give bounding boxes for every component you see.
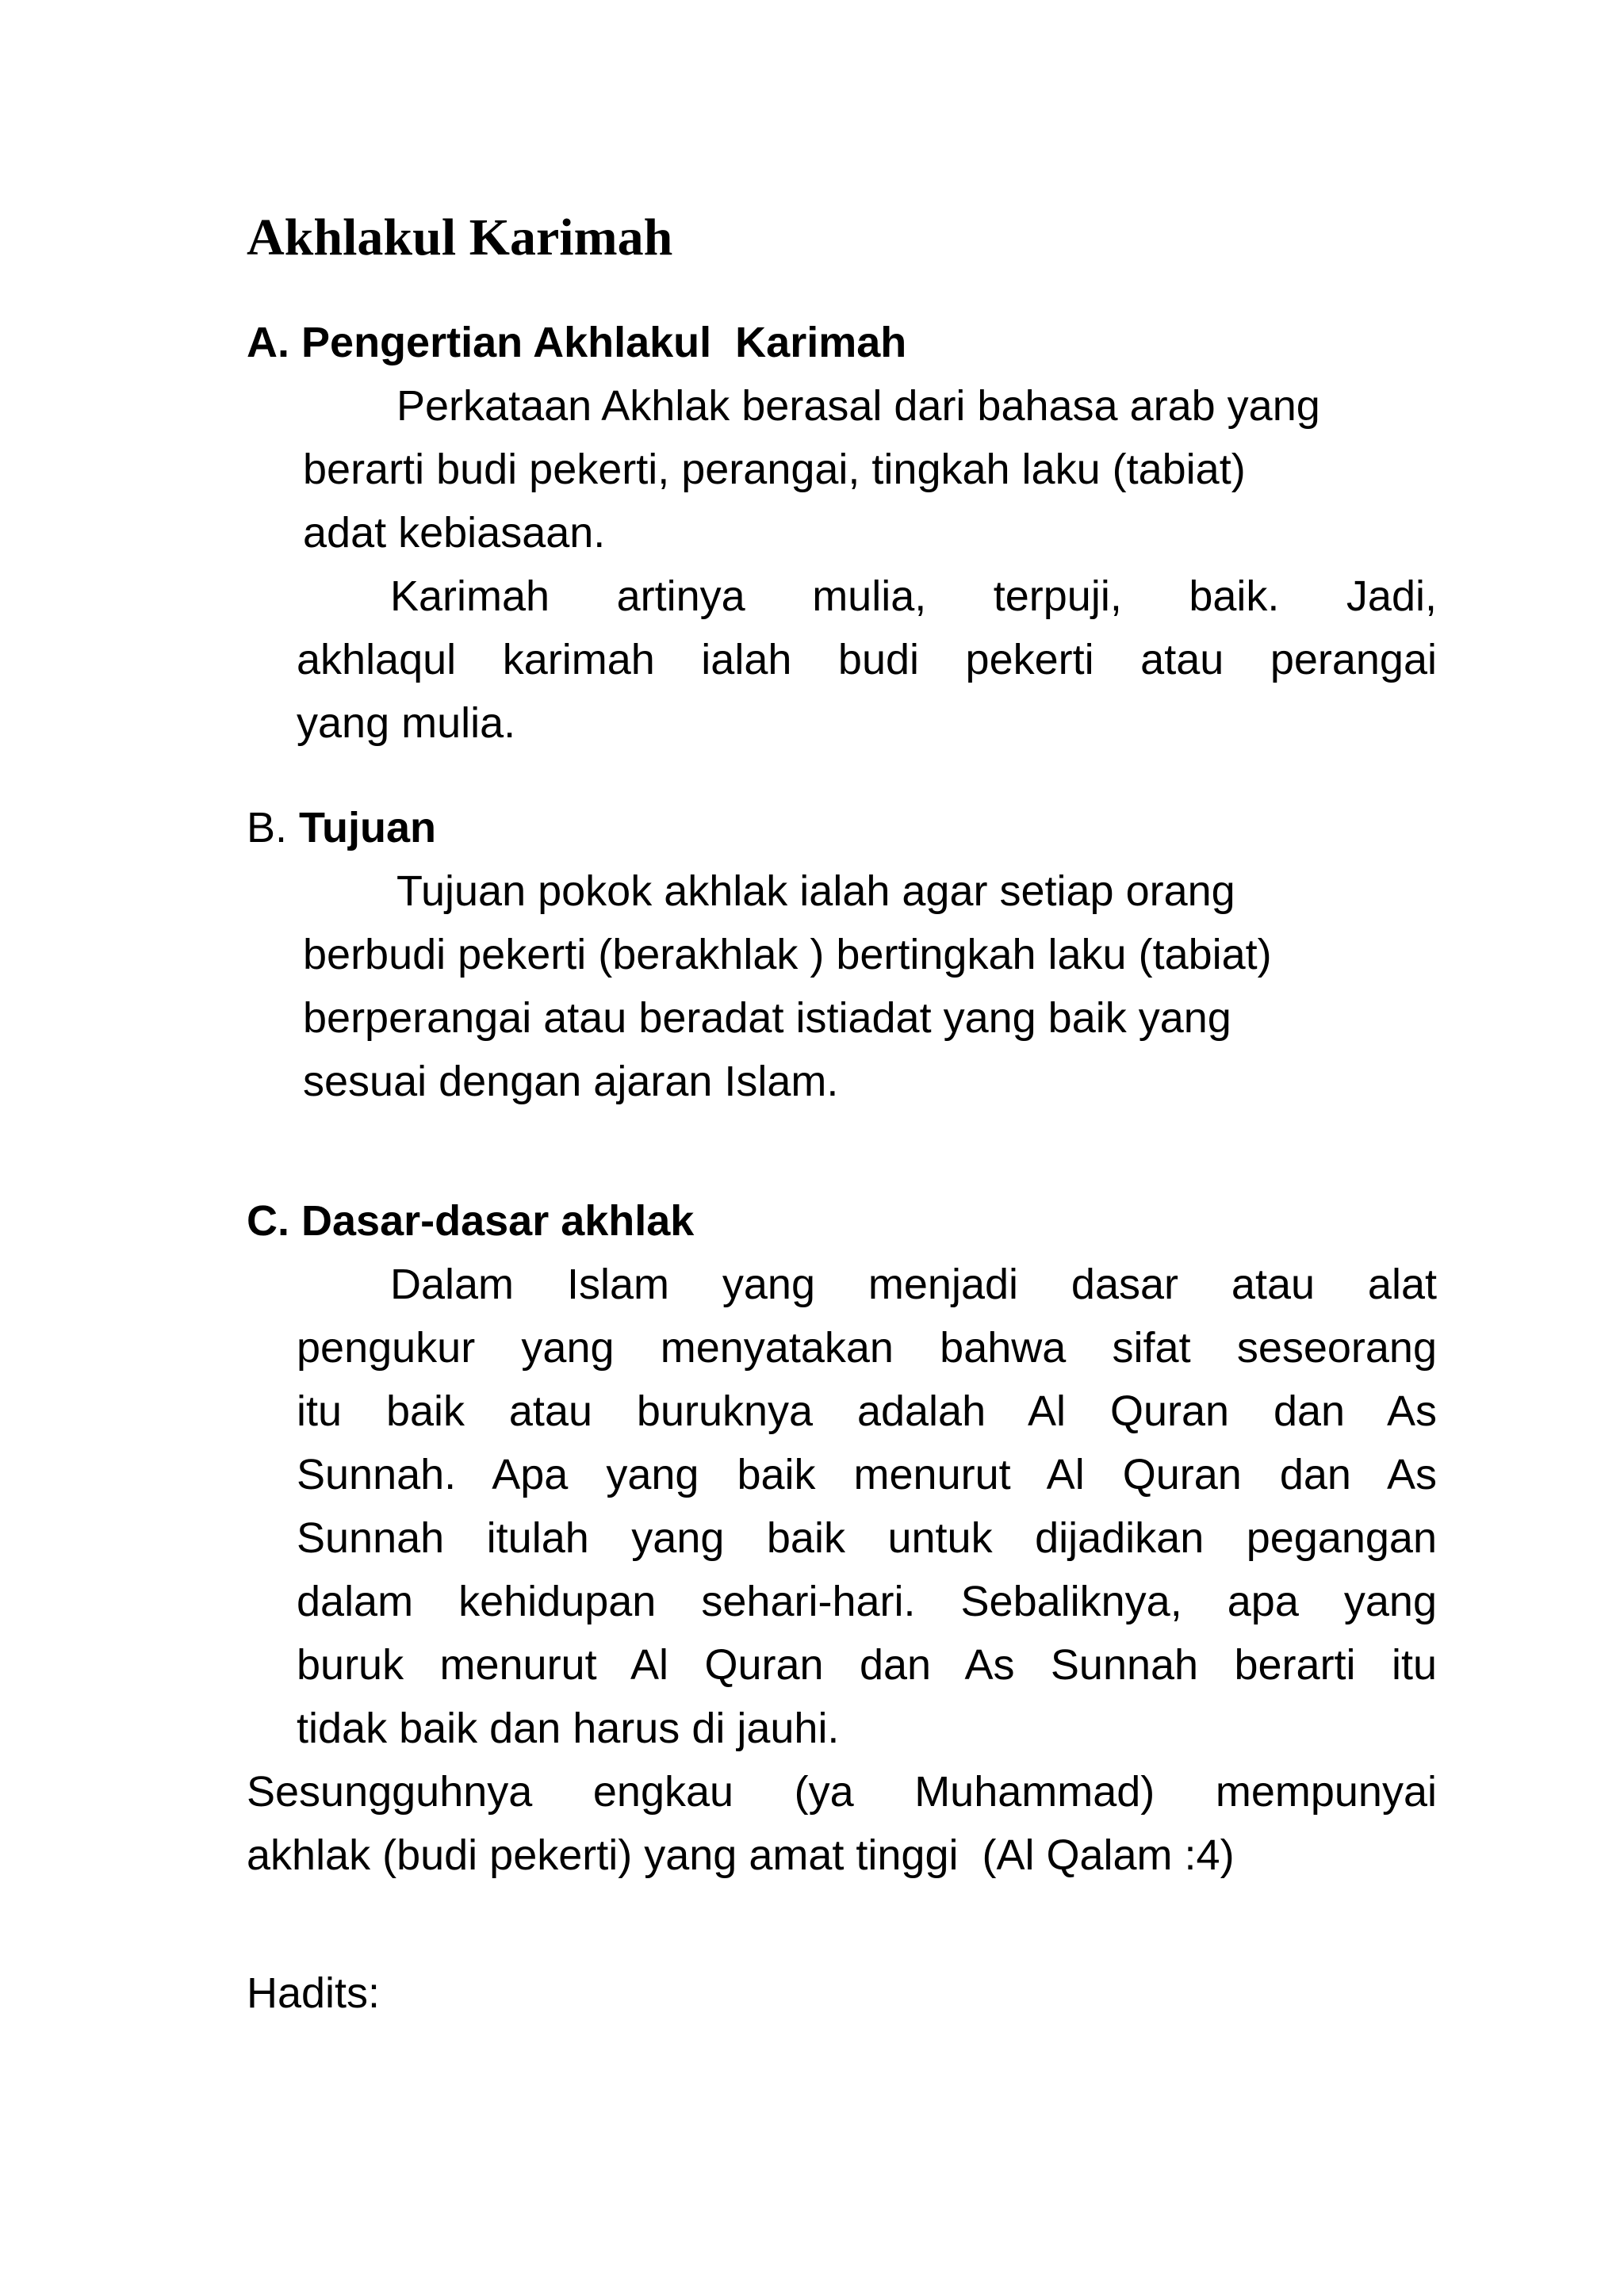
- section-a-title: Pengertian Akhlakul Karimah: [301, 319, 907, 366]
- section-b-title: Tujuan: [299, 804, 437, 851]
- paragraph-line: berperangai atau beradat istiadat yang baik yang: [303, 994, 1231, 1042]
- paragraph-line: Dalam Islam yang menjadi dasar atau alat: [390, 1261, 1437, 1308]
- quote-line: akhlak (budi pekerti) yang amat tinggi (Al Qalam :4): [247, 1831, 1235, 1879]
- section-c-letter: C.: [247, 1197, 289, 1245]
- hadits-label-text: Hadits:: [247, 1969, 381, 2017]
- paragraph-line: yang mulia.: [297, 699, 516, 747]
- paragraph-line: pengukur yang menyatakan bahwa sifat seseorang: [297, 1324, 1437, 1372]
- section-b-letter: B.: [247, 804, 288, 851]
- section-c-heading: [247, 1189, 694, 1253]
- quran-quote: [247, 1760, 1437, 1887]
- paragraph-line: sesuai dengan ajaran Islam.: [303, 1058, 839, 1105]
- paragraph-line: Tujuan pokok akhlak ialah agar setiap orang: [396, 867, 1235, 915]
- paragraph-line: itu baik atau buruknya adalah Al Quran dan As: [297, 1387, 1437, 1435]
- paragraph-line: buruk menurut Al Quran dan As Sunnah berarti itu: [297, 1641, 1437, 1689]
- paragraph-line: berarti budi pekerti, perangai, tingkah laku (tabiat): [303, 446, 1246, 493]
- paragraph-line: Sunnah itulah yang baik untuk dijadikan pegangan: [297, 1514, 1437, 1562]
- paragraph-line: dalam kehidupan sehari-hari. Sebaliknya, apa yang: [297, 1578, 1437, 1625]
- paragraph-line: berbudi pekerti (berakhlak ) bertingkah laku (tabiat): [303, 931, 1272, 978]
- paragraph-line: akhlaqul karimah ialah budi pekerti atau perangai: [297, 636, 1437, 683]
- section-c-title: Dasar-dasar akhlak: [301, 1197, 695, 1245]
- section-a-letter: A.: [247, 319, 289, 366]
- section-a-paragraph-1: [303, 374, 1413, 564]
- paragraph-line: Karimah artinya mulia, terpuji, baik. Jadi,: [390, 572, 1437, 620]
- hadits-label: [247, 1961, 722, 2025]
- section-a-heading: [247, 311, 906, 374]
- section-b-paragraph-1: [303, 859, 1429, 1113]
- paragraph-line: adat kebiasaan.: [303, 509, 606, 557]
- paragraph-line: tidak baik dan harus di jauhi.: [297, 1705, 840, 1752]
- paragraph-line: Sunnah. Apa yang baik menurut Al Quran dan As: [297, 1451, 1437, 1498]
- section-c-paragraph-1: [297, 1253, 1437, 1760]
- section-b-heading: [247, 796, 436, 859]
- document-title: Akhlakul Karimah: [247, 209, 673, 266]
- paragraph-line: Perkataan Akhlak berasal dari bahasa arab yang: [396, 382, 1320, 430]
- quote-line: Sesungguhnya engkau (ya Muhammad) mempunyai: [247, 1768, 1437, 1816]
- section-a-paragraph-2: [297, 564, 1437, 755]
